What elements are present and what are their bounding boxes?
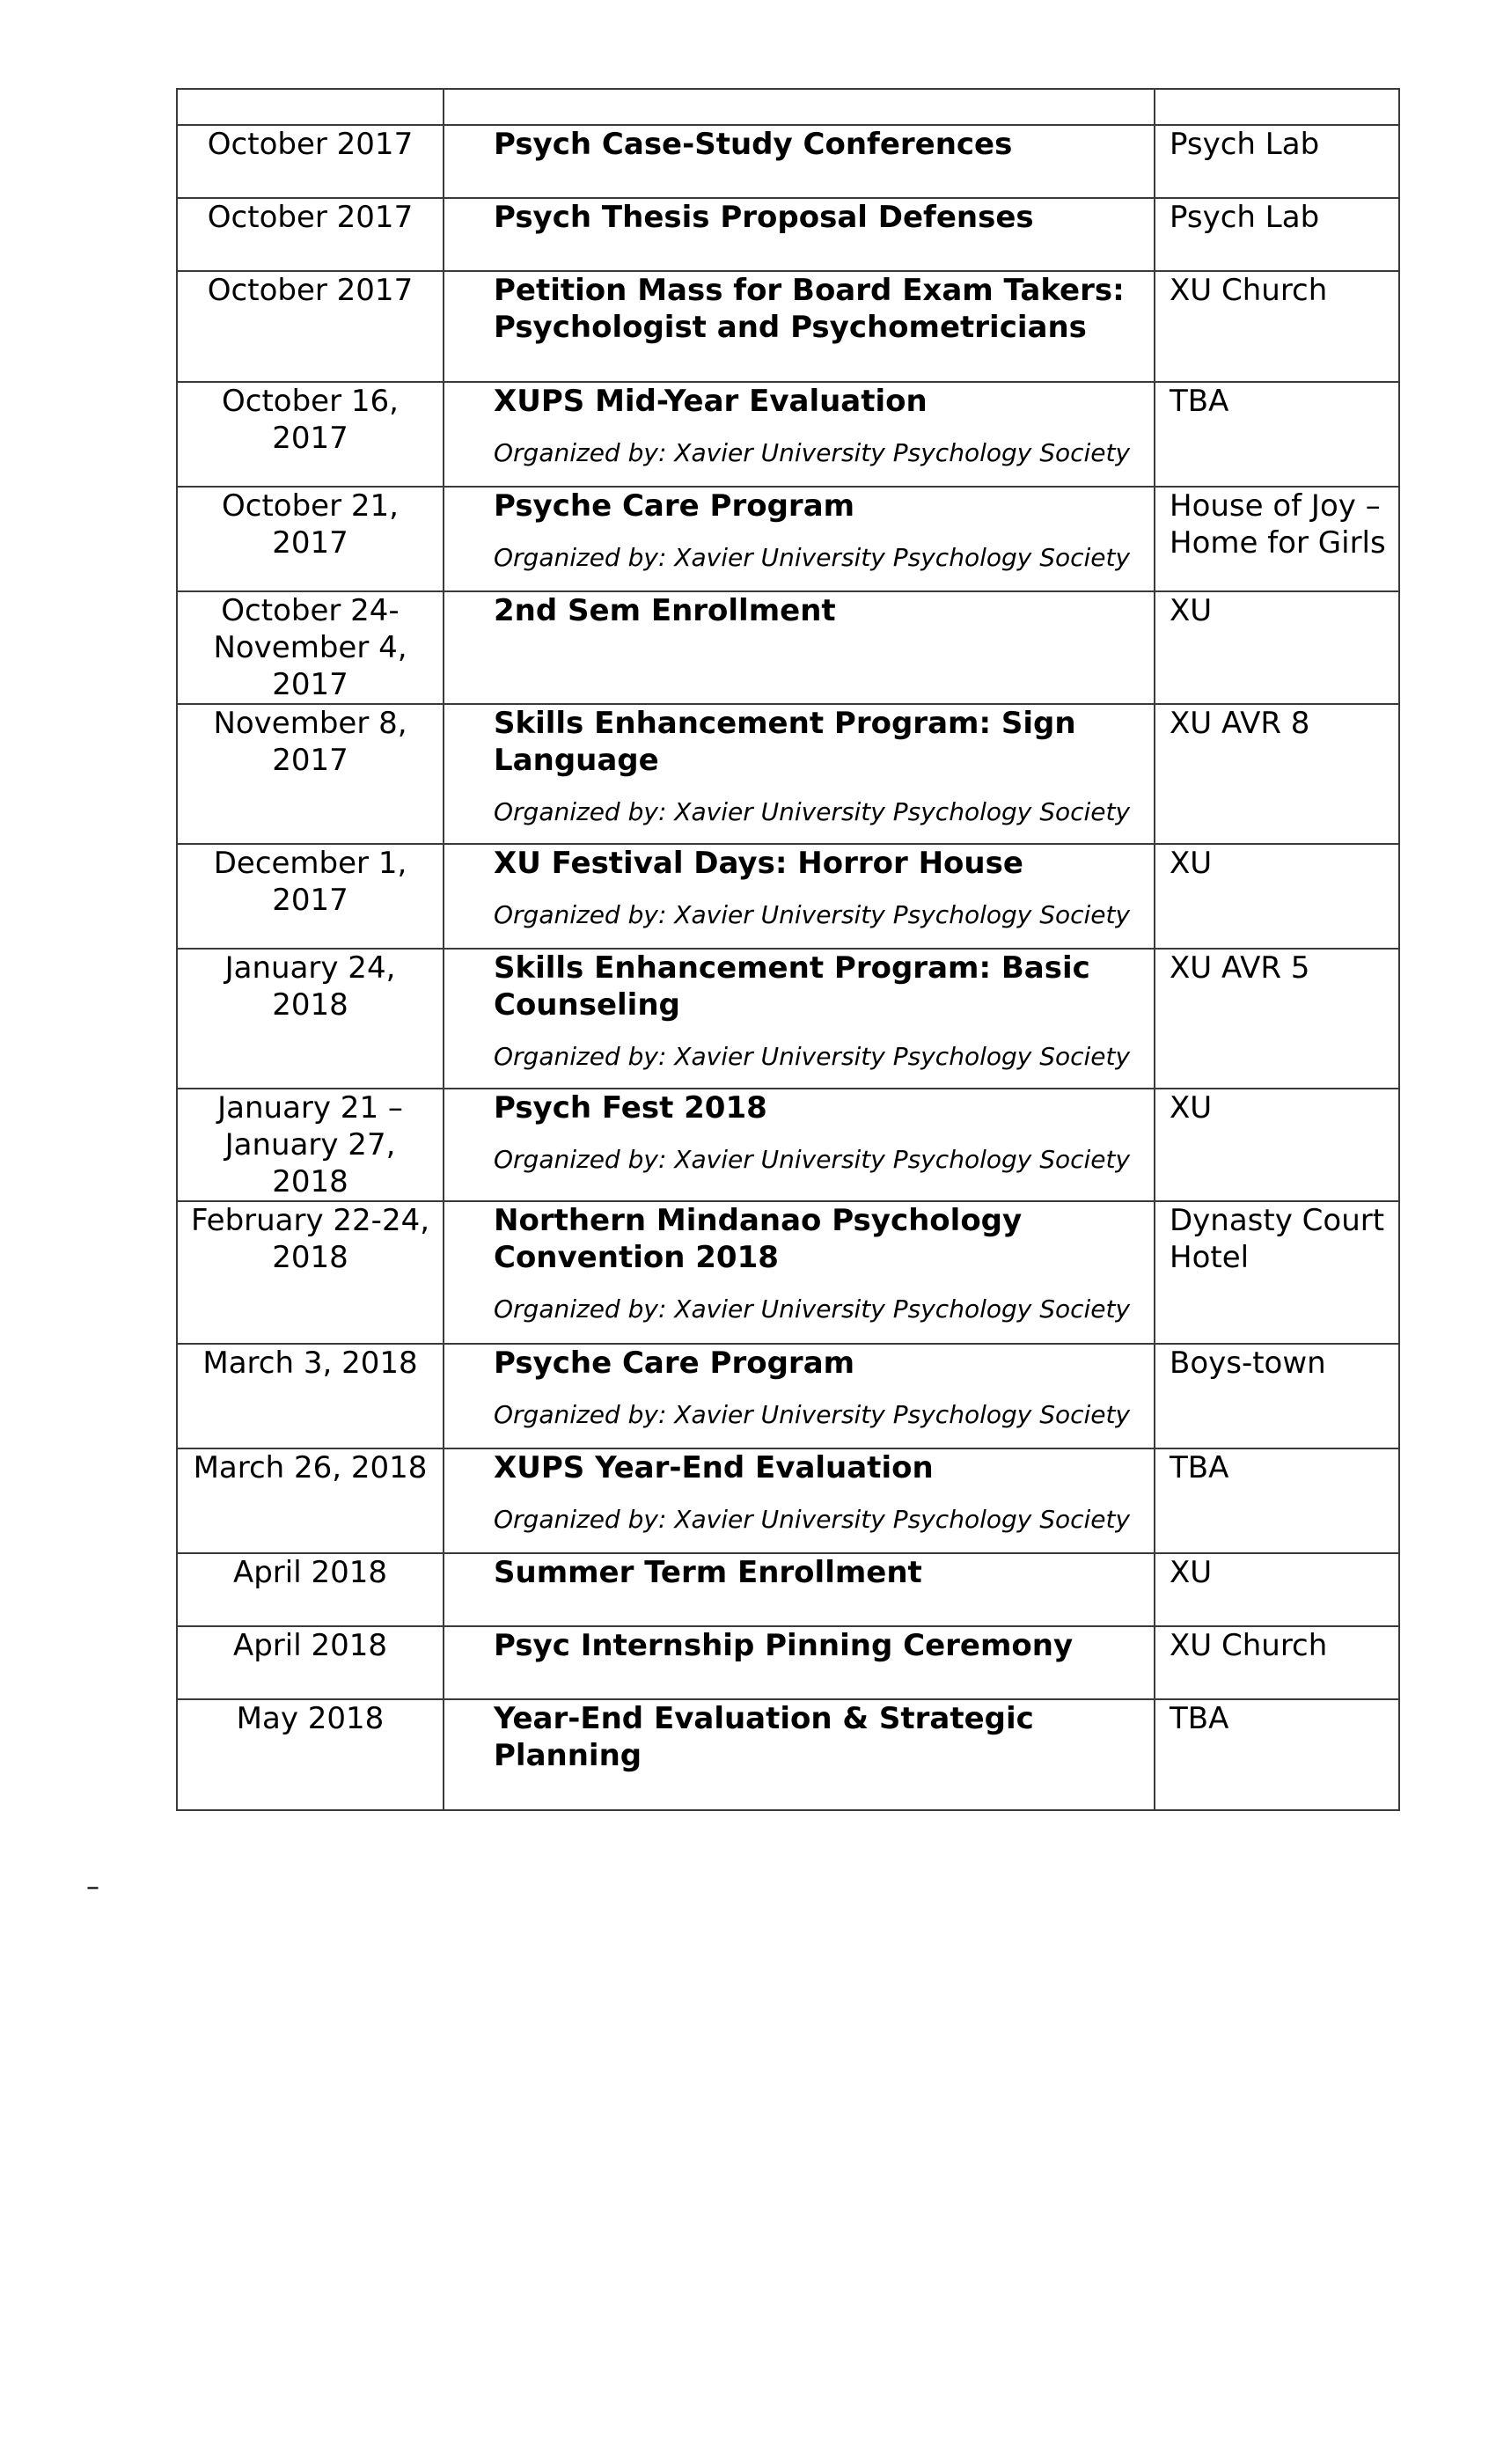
event-date: May 2018 [177, 1699, 444, 1810]
event-venue: Psych Lab [1155, 198, 1399, 271]
event-date: October 2017 [177, 271, 444, 382]
table-row [177, 1626, 1399, 1699]
event-date: January 24, 2018 [177, 949, 444, 1089]
event-title: Petition Mass for Board Exam Takers: Psychologist and Psychometricians [494, 273, 1125, 345]
table-row [177, 704, 1399, 844]
event-title: XU Festival Days: Horror House [494, 846, 1023, 881]
event-organizer: Organized by: Xavier University Psychology Society [494, 1400, 1131, 1429]
event-organizer: Organized by: Xavier University Psychology Society [494, 543, 1131, 572]
table-row [177, 382, 1399, 487]
table-row [177, 1553, 1399, 1626]
event-date: October 16, 2017 [177, 382, 444, 487]
event-venue: XU AVR 5 [1155, 949, 1399, 1089]
table-row [177, 198, 1399, 271]
event-title: Northern Mindanao Psychology Convention 2018 [494, 1203, 1023, 1275]
event-title: Skills Enhancement Program: Sign Language [494, 706, 1076, 778]
event-schedule-table [176, 88, 1400, 1811]
event-cell [444, 704, 1155, 844]
table-row [177, 125, 1399, 198]
event-organizer: Organized by: Xavier University Psychology Society [494, 1145, 1131, 1174]
event-cell [444, 487, 1155, 591]
event-cell [444, 1089, 1155, 1201]
event-title: Psych Fest 2018 [494, 1090, 767, 1126]
event-cell [444, 1201, 1155, 1344]
event-venue: House of Joy – Home for Girls [1155, 487, 1399, 591]
event-title: XUPS Year-End Evaluation [494, 1450, 934, 1485]
event-cell [444, 1699, 1155, 1810]
event-venue: XU Church [1155, 271, 1399, 382]
event-title: Psych Case-Study Conferences [494, 127, 1013, 162]
header-date-cell [177, 89, 444, 125]
event-venue: TBA [1155, 1448, 1399, 1553]
table-row [177, 1448, 1399, 1553]
table-row [177, 591, 1399, 704]
event-venue: XU [1155, 1553, 1399, 1626]
table-row [177, 844, 1399, 949]
table-row [177, 1201, 1399, 1344]
event-venue: Dynasty Court Hotel [1155, 1201, 1399, 1344]
event-organizer: Organized by: Xavier University Psychology Society [494, 797, 1131, 826]
event-venue: XU Church [1155, 1626, 1399, 1699]
stray-dash-mark: – [86, 1872, 99, 1903]
schedule-body [177, 89, 1399, 1810]
table-row [177, 1089, 1399, 1201]
table-row [177, 487, 1399, 591]
event-organizer: Organized by: Xavier University Psychology Society [494, 1505, 1131, 1534]
event-title: Year-End Evaluation & Strategic Planning [494, 1701, 1034, 1773]
event-venue: XU [1155, 1089, 1399, 1201]
event-cell [444, 591, 1155, 704]
event-title: Psyche Care Program [494, 1346, 855, 1381]
event-venue: TBA [1155, 382, 1399, 487]
event-title: Summer Term Enrollment [494, 1555, 922, 1590]
event-title: XUPS Mid-Year Evaluation [494, 384, 928, 419]
event-cell [444, 1626, 1155, 1699]
event-venue: XU AVR 8 [1155, 704, 1399, 844]
event-venue: Psych Lab [1155, 125, 1399, 198]
event-date: October 2017 [177, 125, 444, 198]
event-date: March 3, 2018 [177, 1344, 444, 1448]
table-row [177, 1344, 1399, 1448]
event-date: April 2018 [177, 1553, 444, 1626]
event-title: Psyche Care Program [494, 488, 855, 524]
table-row [177, 271, 1399, 382]
table-header-row [177, 89, 1399, 125]
event-title: Psych Thesis Proposal Defenses [494, 200, 1034, 235]
event-date: October 24-November 4, 2017 [177, 591, 444, 704]
event-date: April 2018 [177, 1626, 444, 1699]
event-title: 2nd Sem Enrollment [494, 593, 836, 628]
event-cell [444, 198, 1155, 271]
event-cell [444, 949, 1155, 1089]
event-cell [444, 382, 1155, 487]
event-title: Skills Enhancement Program: Basic Counseling [494, 950, 1090, 1023]
event-date: October 2017 [177, 198, 444, 271]
event-venue: Boys-town [1155, 1344, 1399, 1448]
event-date: February 22-24, 2018 [177, 1201, 444, 1344]
header-venue-cell [1155, 89, 1399, 125]
event-date: December 1, 2017 [177, 844, 444, 949]
event-cell [444, 1448, 1155, 1553]
table-row [177, 949, 1399, 1089]
event-venue: XU [1155, 591, 1399, 704]
event-cell [444, 1553, 1155, 1626]
event-date: November 8, 2017 [177, 704, 444, 844]
event-organizer: Organized by: Xavier University Psychology Society [494, 438, 1131, 467]
event-title: Psyc Internship Pinning Ceremony [494, 1628, 1074, 1663]
event-date: October 21, 2017 [177, 487, 444, 591]
event-date: March 26, 2018 [177, 1448, 444, 1553]
event-cell [444, 271, 1155, 382]
header-event-cell [444, 89, 1155, 125]
event-cell [444, 844, 1155, 949]
table-row [177, 1699, 1399, 1810]
event-organizer: Organized by: Xavier University Psychology Society [494, 900, 1131, 929]
event-cell [444, 1344, 1155, 1448]
event-venue: TBA [1155, 1699, 1399, 1810]
event-cell [444, 125, 1155, 198]
event-organizer: Organized by: Xavier University Psychology Society [494, 1042, 1131, 1071]
event-organizer: Organized by: Xavier University Psychology Society [494, 1294, 1131, 1324]
event-date: January 21 – January 27, 2018 [177, 1089, 444, 1201]
event-venue: XU [1155, 844, 1399, 949]
